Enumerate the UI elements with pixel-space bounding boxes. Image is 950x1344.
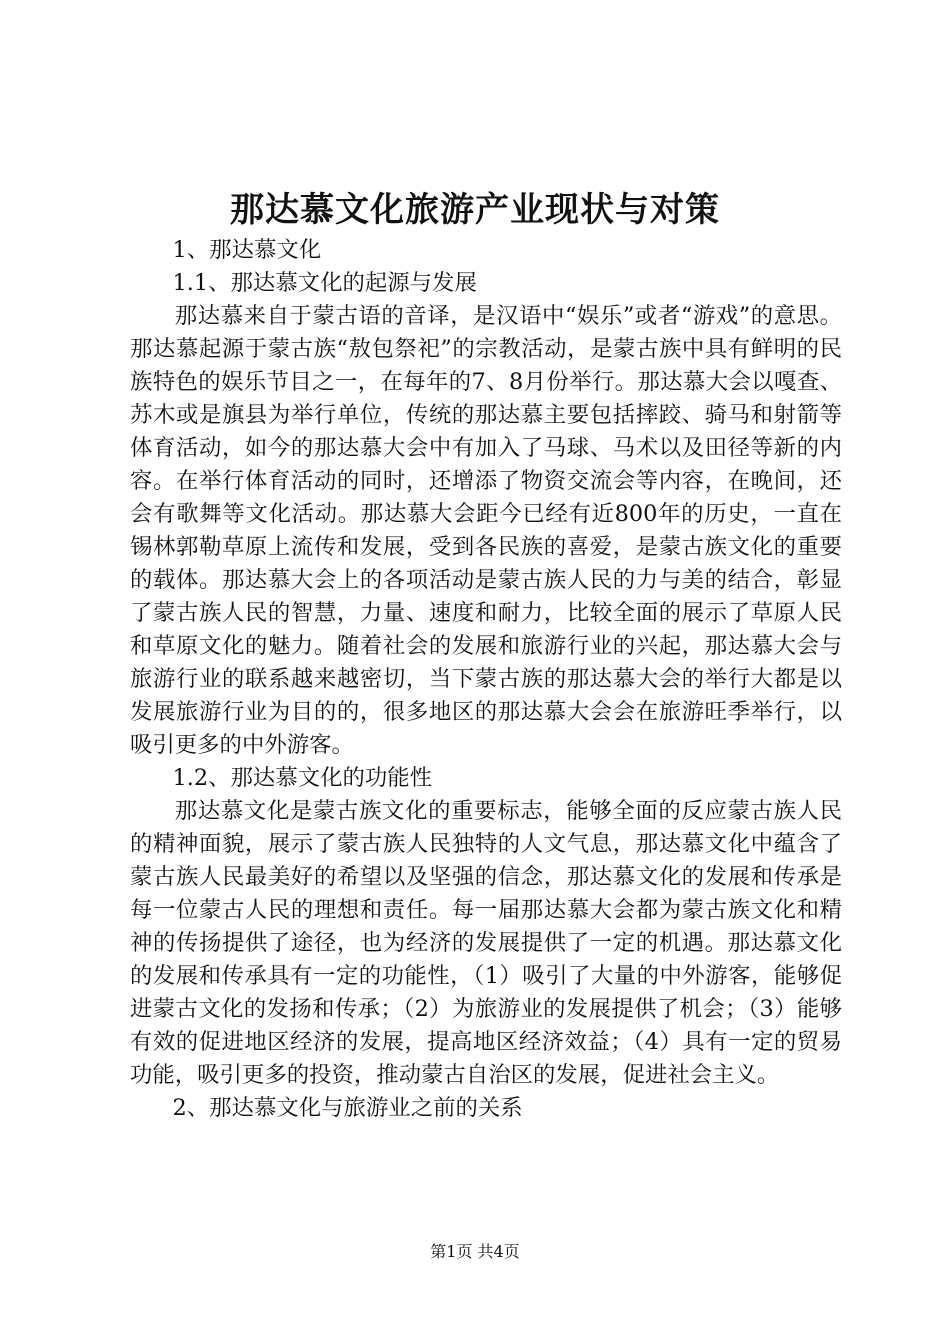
document-title: 那达慕文化旅游产业现状与对策 [230,190,720,230]
page-footer: 第1页 共4页 [430,1242,520,1261]
section-heading-1-2: 1.2、那达慕文化的功能性 [172,765,433,791]
section-heading-2: 2、那达慕文化与旅游业之前的关系 [172,1095,523,1121]
section-heading-1: 1、那达慕文化 [172,237,322,263]
document-body [130,234,842,1125]
section-heading-1-1: 1.1、那达慕文化的起源与发展 [172,270,477,296]
paragraph-origin: 那达慕来自于蒙古语的音译，是汉语中“娱乐”或者“游戏”的意思。那达慕起源于蒙古族“敖包祭祀”的宗教活动，是蒙古族中具有鲜明的民族特色的娱乐节目之一，在每年的7、8月份举行。那达慕大会以嘎查、苏木或是旗县为举行单位，传统的那达慕主要包括摔跤、骑马和射箭等体育活动，如今的那达慕大会中有加入了马球、马术以及田径等新的内容。在举行体育活动的同时，还增添了物资交流会等内容，在晚间，还会有歌舞等文化活动。那达慕大会距今已经有近800年的历史，一直在锡林郭勒草原上流传和发展，受到各民族的喜爱，是蒙古族文化的重要的载体。那达慕大会上的各项活动是蒙古族人民的力与美的结合，彰显了蒙古族人民的智慧，力量、速度和耐力，比较全面的展示了草原人民和草原文化的魅力。随着社会的发展和旅游行业的兴起，那达慕大会与旅游行业的联系越来越密切，当下蒙古族的那达慕大会的举行大都是以发展旅游行业为目的的，很多地区的那达慕大会会在旅游旺季举行，以吸引更多的中外游客。 [130,303,842,758]
paragraph-function: 那达慕文化是蒙古族文化的重要标志，能够全面的反应蒙古族人民的精神面貌，展示了蒙古族人民独特的人文气息，那达慕文化中蕴含了蒙古族人民最美好的希望以及坚强的信念，那达慕文化的发展和传承是每一位蒙古人民的理想和责任。每一届那达慕大会都为蒙古族文化和精神的传扬提供了途径，也为经济的发展提供了一定的机遇。那达慕文化的发展和传承具有一定的功能性，（1）吸引了大量的中外游客，能够促进蒙古文化的发扬和传承；（2）为旅游业的发展提供了机会；（3）能够有效的促进地区经济的发展，提高地区经济效益；（4）具有一定的贸易功能，吸引更多的投资，推动蒙古自治区的发展，促进社会主义。 [130,798,842,1088]
